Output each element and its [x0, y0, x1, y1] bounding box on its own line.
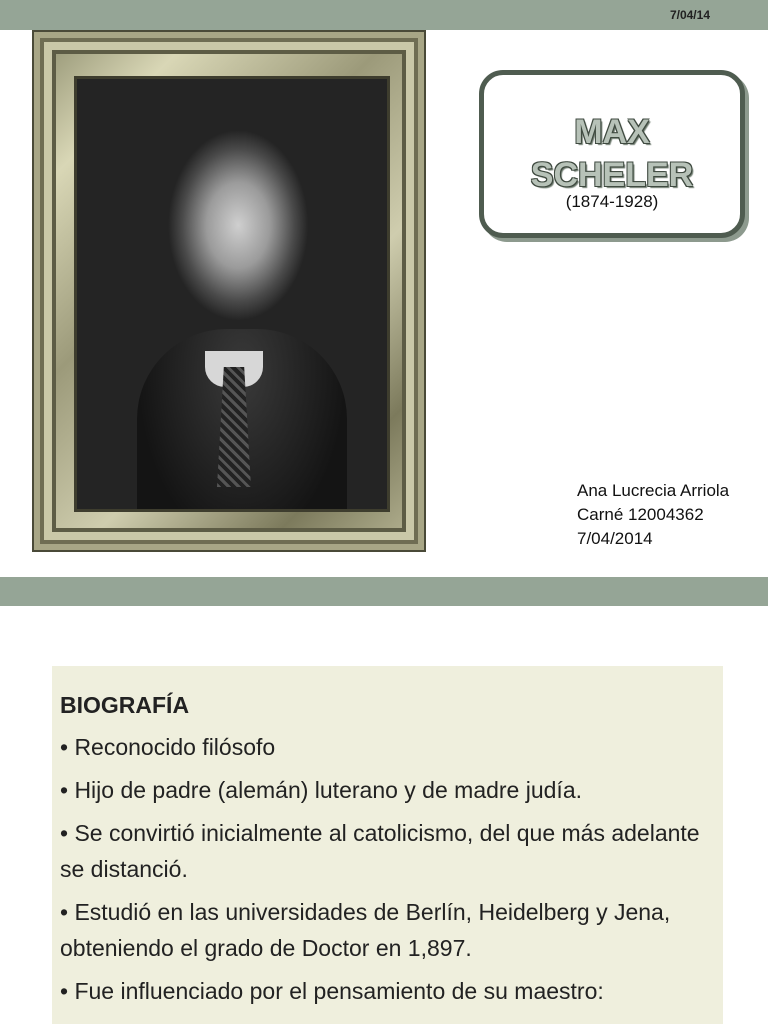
title-name-line1: MAX: [574, 113, 650, 151]
biography-item: • Se convirtió inicialmente al catolicismo, del que más adelante se distanció.: [60, 820, 700, 882]
header-date: 7/04/14: [669, 8, 710, 22]
biography-box: [52, 666, 723, 1024]
biography-item: • Estudió en las universidades de Berlín, Heidelberg y Jena, obteniendo el grado de Doctor en 1,897.: [60, 899, 671, 961]
title-name: [484, 111, 740, 196]
biography-item: • Reconocido filósofo: [60, 734, 276, 760]
biography-item: • Fue influenciado por el pensamiento de su maestro:: [60, 978, 604, 1004]
biography-item: • Hijo de padre (alemán) luterano y de madre judía.: [60, 777, 583, 803]
divider-bar: [0, 577, 768, 606]
top-bar: [0, 0, 768, 30]
title-name-line2: SCHELER: [530, 155, 694, 194]
author-date: 7/04/2014: [577, 529, 653, 548]
biography-heading: BIOGRAFÍA: [60, 692, 190, 718]
title-years: (1874-1928): [565, 192, 659, 211]
portrait-frame: [32, 30, 426, 552]
author-name: Ana Lucrecia Arriola: [577, 481, 730, 500]
title-box: [479, 70, 745, 238]
author-id: Carné 12004362: [577, 505, 704, 524]
portrait-photo: [74, 76, 390, 512]
author-block: [577, 479, 729, 551]
